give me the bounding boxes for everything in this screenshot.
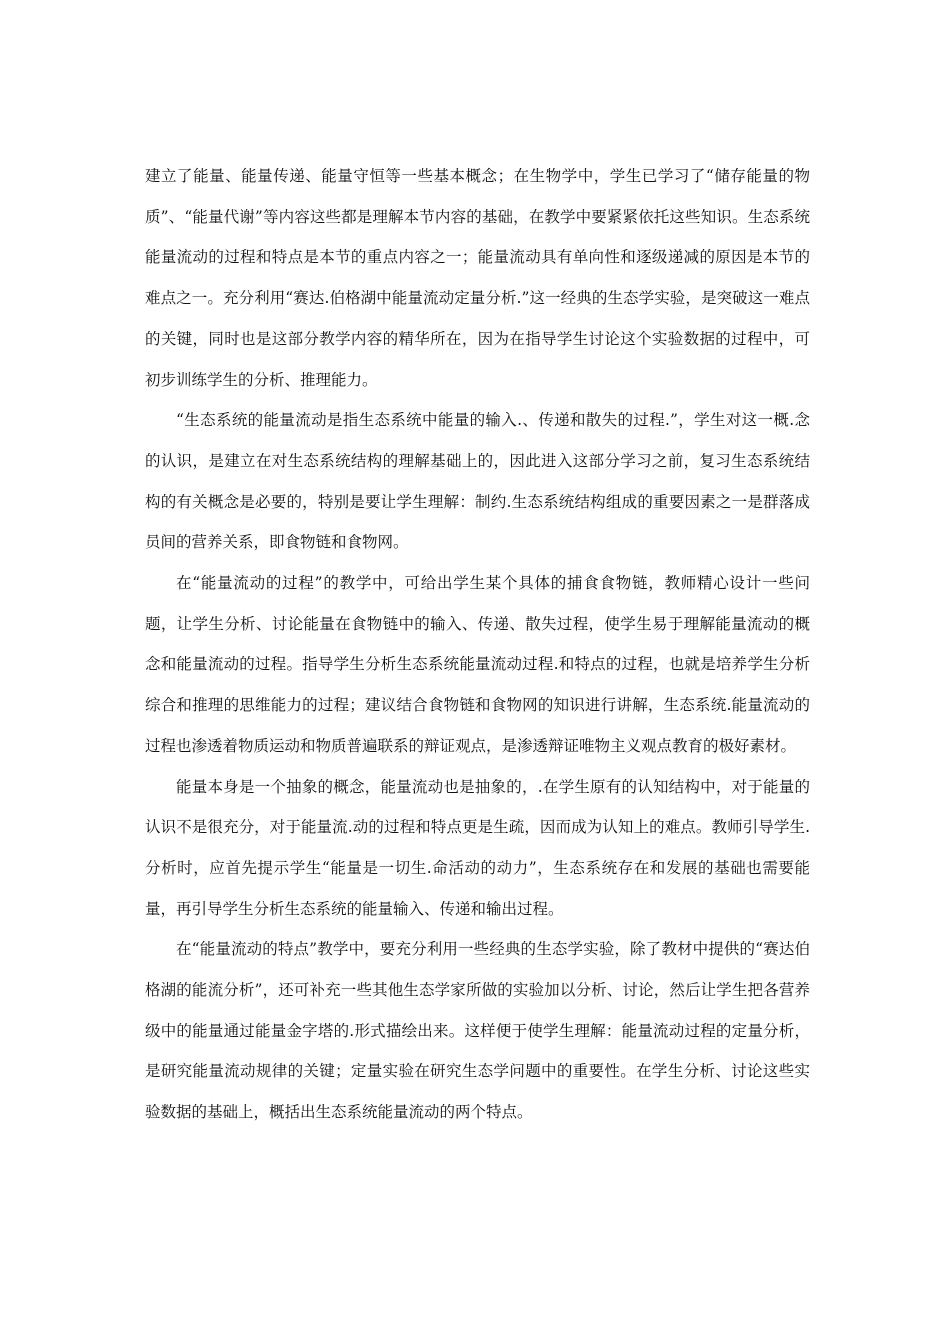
document-body: [145, 156, 810, 1133]
paragraph-4: 能量本身是一个抽象的概念，能量流动也是抽象的，.在学生原有的认知结构中，对于能量的认识不是很充分，对于能量流.动的过程和特点更是生疏，因而成为认知上的难点。教师引导学生.分析时，应首先提示学生“能量是一切生.命活动的动力”，生态系统存在和发展的基础也需要能量，再引导学生分析生态系统的能量输入、传递和输出过程。: [145, 777, 810, 918]
paragraph-3: 在“能量流动的过程”的教学中，可给出学生某个具体的捕食食物链，教师精心设计一些问题，让学生分析、讨论能量在食物链中的输入、传递、散失过程，使学生易于理解能量流动的概念和能量流动的过程。指导学生分析生态系统能量流动过程.和特点的过程，也就是培养学生分析综合和推理的思维能力的过程；建议结合食物链和食物网的知识进行讲解，生态系统.能量流动的过程也渗透着物质运动和物质普遍联系的辩证观点，是渗透辩证唯物主义观点教育的极好素材。: [145, 574, 810, 755]
paragraph-1: 建立了能量、能量传递、能量守恒等一些基本概念；在生物学中，学生已学习了“储存能量的物质”、“能量代谢”等内容这些都是理解本节内容的基础，在教学中要紧紧依托这些知识。生态系统能量流动的过程和特点是本节的重点内容之一；能量流动具有单向性和逐级递减的原因是本节的难点之一。充分利用“赛达.伯格湖中能量流动定量分析.”这一经典的生态学实验，是突破这一难点的关键，同时也是这部分教学内容的精华所在，因为在指导学生讨论这个实验数据的过程中，可初步训练学生的分析、推理能力。: [145, 167, 810, 389]
paragraph-5: 在“能量流动的特点”教学中，要充分利用一些经典的生态学实验，除了教材中提供的“赛达伯格湖的能流分析”，还可补充一些其他生态学家所做的实验加以分析、讨论，然后让学生把各营养级中的能量通过能量金字塔的.形式描绘出来。这样便于使学生理解：能量流动过程的定量分析，是研究能量流动规律的关键；定量实验在研究生态学问题中的重要性。在学生分析、讨论这些实验数据的基础上，概括出生态系统能量流动的两个特点。: [145, 940, 810, 1122]
paragraph-2: “生态系统的能量流动是指生态系统中能量的输入.、传递和散失的过程.”，学生对这一概.念的认识，是建立在对生态系统结构的理解基础上的，因此进入这部分学习之前，复习生态系统结构的有关概念是必要的，特别是要让学生理解：制约.生态系统结构组成的重要因素之一是群落成员间的营养关系，即食物链和食物网。: [145, 411, 810, 552]
